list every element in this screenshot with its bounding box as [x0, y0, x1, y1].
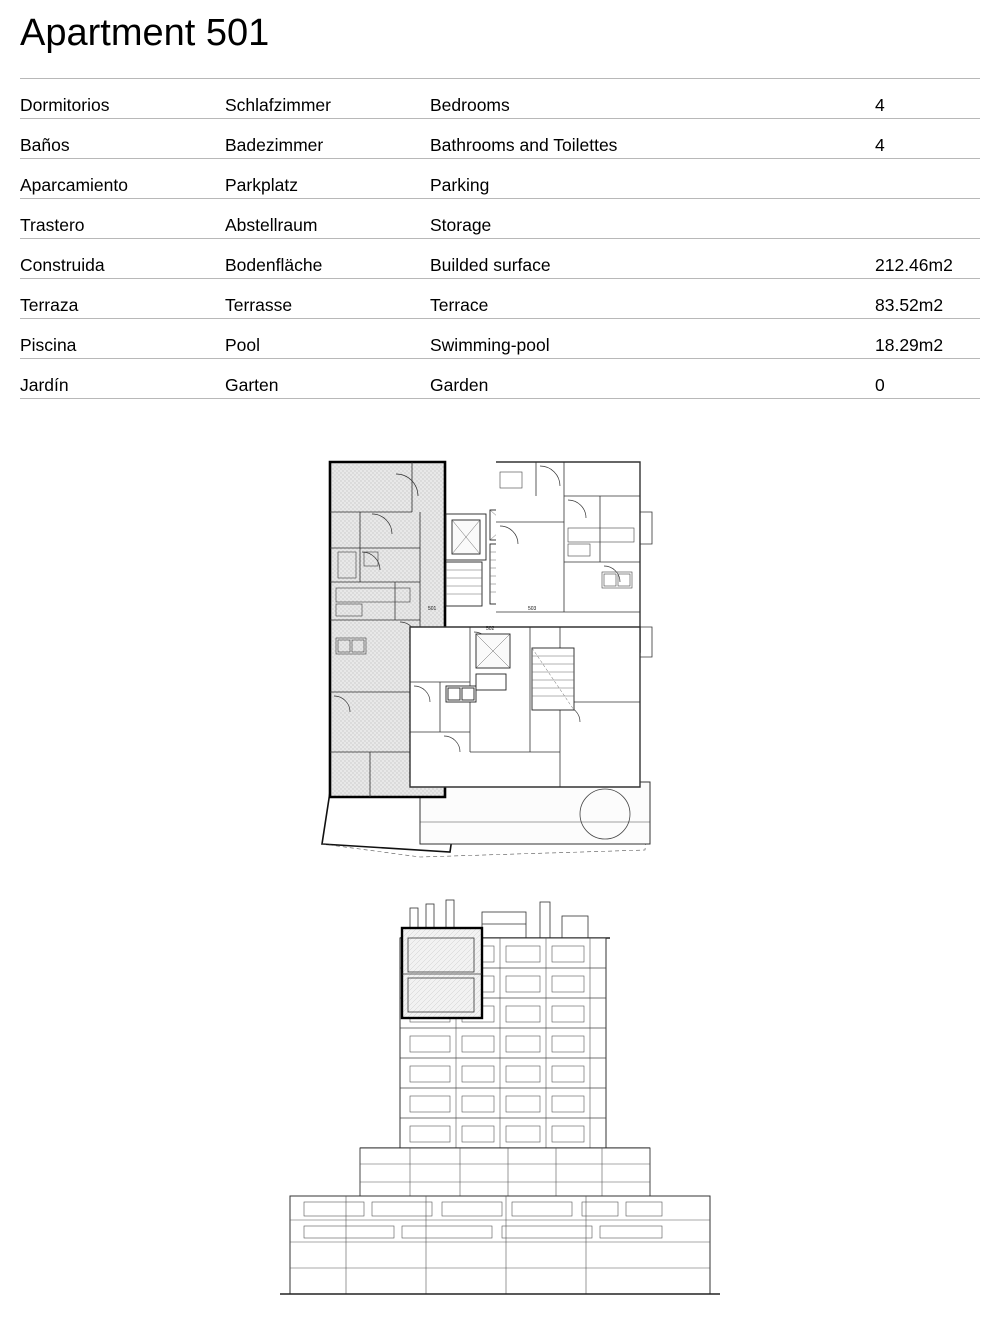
spec-label-de: Bodenfläche — [225, 239, 430, 279]
spec-label-es: Jardín — [20, 359, 225, 399]
unit-label-502: 502 — [486, 626, 495, 632]
spec-label-de: Pool — [225, 319, 430, 359]
building-elevation-drawing — [250, 890, 750, 1310]
table-row — [20, 279, 980, 319]
spec-label-en: Bathrooms and Toilettes — [430, 119, 875, 159]
table-row — [20, 239, 980, 279]
floor-plan-drawing — [300, 452, 700, 872]
spec-label-es: Aparcamiento — [20, 159, 225, 199]
spec-label-en: Builded surface — [430, 239, 875, 279]
spec-label-de: Parkplatz — [225, 159, 430, 199]
spec-label-en: Swimming-pool — [430, 319, 875, 359]
spec-label-en: Terrace — [430, 279, 875, 319]
page-title: Apartment 501 — [20, 12, 270, 54]
spec-value: 83.52m2 — [875, 279, 980, 319]
spec-value: 18.29m2 — [875, 319, 980, 359]
spec-value: 4 — [875, 119, 980, 159]
spec-label-es: Terraza — [20, 279, 225, 319]
spec-label-es: Piscina — [20, 319, 225, 359]
spec-label-de: Terrasse — [225, 279, 430, 319]
spec-label-es: Dormitorios — [20, 79, 225, 119]
unit-label-501: 501 — [428, 606, 437, 612]
unit-label-503: 503 — [528, 606, 537, 612]
spec-label-de: Abstellraum — [225, 199, 430, 239]
table-row — [20, 319, 980, 359]
spec-label-de: Badezimmer — [225, 119, 430, 159]
table-row — [20, 79, 980, 119]
spec-label-de: Garten — [225, 359, 430, 399]
table-row — [20, 199, 980, 239]
table-row — [20, 119, 980, 159]
spec-label-es: Baños — [20, 119, 225, 159]
spec-label-es: Trastero — [20, 199, 225, 239]
table-row — [20, 159, 980, 199]
spec-label-es: Construida — [20, 239, 225, 279]
spec-value — [875, 159, 980, 199]
spec-label-de: Schlafzimmer — [225, 79, 430, 119]
apartment-spec-table — [20, 78, 980, 399]
spec-label-en: Garden — [430, 359, 875, 399]
spec-label-en: Bedrooms — [430, 79, 875, 119]
spec-value — [875, 199, 980, 239]
spec-value: 4 — [875, 79, 980, 119]
spec-label-en: Parking — [430, 159, 875, 199]
table-row — [20, 359, 980, 399]
spec-value: 212.46m2 — [875, 239, 980, 279]
spec-label-en: Storage — [430, 199, 875, 239]
spec-value: 0 — [875, 359, 980, 399]
